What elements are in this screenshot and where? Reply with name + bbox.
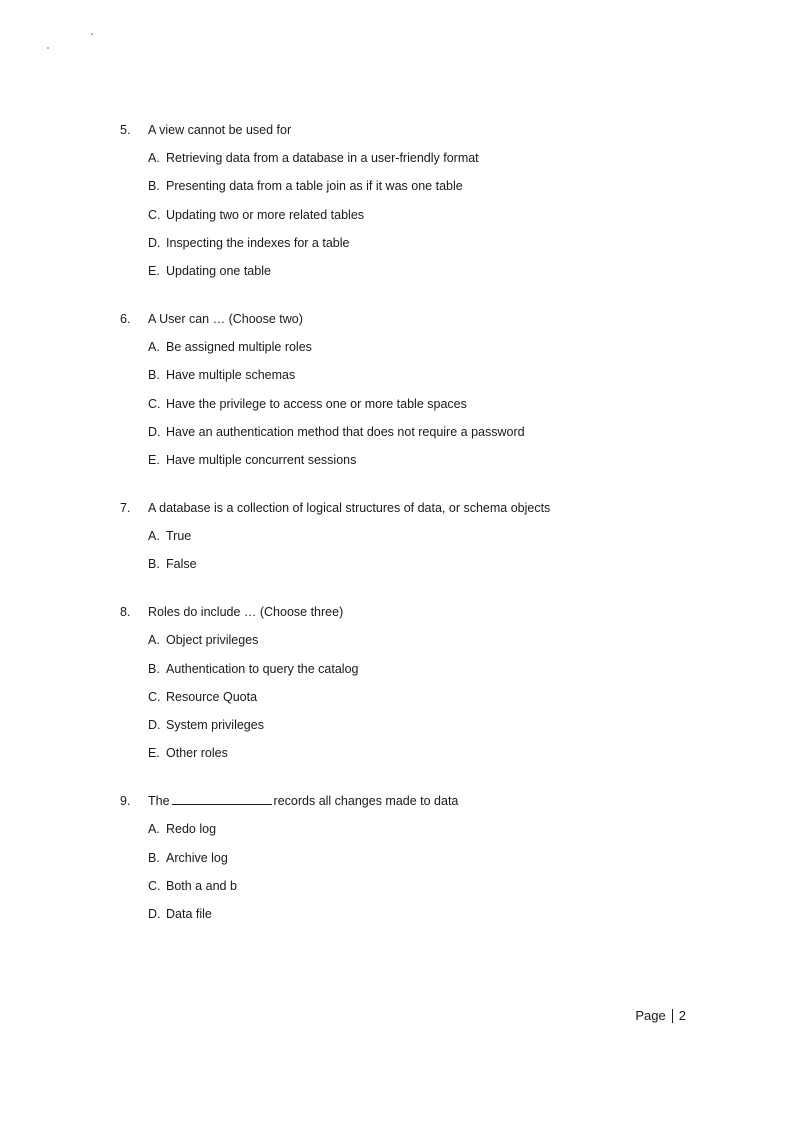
scan-speck bbox=[91, 33, 93, 35]
option-item bbox=[120, 659, 700, 679]
option-text: Updating one table bbox=[166, 263, 271, 278]
option-letter: E. bbox=[148, 746, 160, 761]
option-letter: E. bbox=[148, 263, 160, 278]
option-item bbox=[120, 904, 700, 924]
option-list bbox=[120, 337, 700, 470]
option-letter: A. bbox=[148, 529, 160, 544]
question-9 bbox=[120, 791, 700, 924]
option-item bbox=[120, 205, 700, 225]
question-number: 5. bbox=[120, 123, 131, 137]
option-list bbox=[120, 819, 700, 924]
question-text: A User can … (Choose two) bbox=[148, 311, 303, 326]
option-letter: A. bbox=[148, 822, 160, 837]
footer-separator bbox=[672, 1009, 673, 1023]
option-item bbox=[120, 422, 700, 442]
option-text: Authentication to query the catalog bbox=[166, 661, 359, 676]
question-number: 6. bbox=[120, 311, 131, 326]
option-list bbox=[120, 526, 700, 574]
option-letter: C. bbox=[148, 878, 161, 893]
option-letter: B. bbox=[148, 368, 160, 383]
option-letter: D. bbox=[148, 906, 161, 921]
option-text: Data file bbox=[166, 906, 212, 921]
option-item bbox=[120, 526, 700, 546]
question-text: Roles do include … (Choose three) bbox=[148, 605, 344, 620]
page-number: 2 bbox=[678, 1008, 686, 1023]
option-text: True bbox=[166, 529, 192, 544]
option-text: Retrieving data from a database in a user-friendly format bbox=[166, 151, 479, 166]
option-item bbox=[120, 554, 700, 574]
option-item bbox=[120, 394, 700, 414]
option-text: Be assigned multiple roles bbox=[166, 340, 312, 355]
page-label: Page bbox=[635, 1008, 666, 1023]
option-item bbox=[120, 365, 700, 385]
question-header bbox=[120, 791, 700, 811]
option-item bbox=[120, 450, 700, 470]
option-item bbox=[120, 148, 700, 168]
option-item bbox=[120, 687, 700, 707]
question-7 bbox=[120, 498, 700, 574]
option-text: Have multiple schemas bbox=[166, 368, 296, 383]
question-8 bbox=[120, 602, 700, 763]
option-item bbox=[120, 715, 700, 735]
option-letter: B. bbox=[148, 850, 160, 865]
option-text: Object privileges bbox=[166, 633, 259, 648]
option-letter: C. bbox=[148, 207, 161, 222]
question-text-after: records all changes made to data bbox=[273, 794, 459, 809]
option-text: Archive log bbox=[166, 850, 228, 865]
option-text: System privileges bbox=[166, 718, 264, 732]
option-text: Resource Quota bbox=[166, 689, 258, 704]
question-number: 7. bbox=[120, 500, 131, 515]
option-letter: D. bbox=[148, 424, 161, 439]
option-text: Updating two or more related tables bbox=[166, 207, 365, 222]
option-text: Inspecting the indexes for a table bbox=[166, 235, 350, 250]
question-header bbox=[120, 309, 700, 329]
question-number: 8. bbox=[120, 605, 131, 620]
question-5 bbox=[120, 120, 700, 281]
option-item bbox=[120, 261, 700, 281]
question-6 bbox=[120, 309, 700, 470]
option-list bbox=[120, 148, 700, 281]
option-letter: D. bbox=[148, 235, 161, 250]
question-number: 9. bbox=[120, 794, 131, 809]
question-text bbox=[148, 791, 700, 811]
option-letter: B. bbox=[148, 661, 160, 676]
option-text: Redo log bbox=[166, 822, 217, 837]
fill-in-blank bbox=[172, 792, 272, 805]
option-item bbox=[120, 876, 700, 896]
option-text: False bbox=[166, 557, 197, 572]
question-text-before: The bbox=[148, 794, 170, 809]
question-text: A view cannot be used for bbox=[148, 123, 292, 137]
option-letter: A. bbox=[148, 151, 160, 166]
option-letter: A. bbox=[148, 633, 160, 648]
option-item bbox=[120, 743, 700, 763]
option-item bbox=[120, 819, 700, 839]
question-text: A database is a collection of logical structures of data, or schema objects bbox=[148, 500, 551, 515]
question-list bbox=[120, 120, 700, 952]
option-letter: D. bbox=[148, 718, 161, 732]
option-letter: A. bbox=[148, 340, 160, 355]
option-text: Other roles bbox=[166, 746, 228, 761]
option-item bbox=[120, 337, 700, 357]
option-text: Both a and b bbox=[166, 878, 237, 893]
option-letter: C. bbox=[148, 689, 161, 704]
option-letter: E. bbox=[148, 452, 160, 467]
question-header bbox=[120, 498, 700, 518]
option-text: Have multiple concurrent sessions bbox=[166, 452, 357, 467]
option-letter: B. bbox=[148, 557, 160, 572]
option-item bbox=[120, 233, 700, 253]
option-list bbox=[120, 630, 700, 763]
option-text: Presenting data from a table join as if it was one table bbox=[166, 179, 463, 194]
option-letter: C. bbox=[148, 396, 161, 411]
option-item bbox=[120, 176, 700, 196]
scan-speck bbox=[47, 47, 49, 49]
question-header bbox=[120, 602, 700, 622]
option-item bbox=[120, 630, 700, 650]
question-header bbox=[120, 120, 700, 140]
option-text: Have an authentication method that does not require a password bbox=[166, 424, 525, 439]
option-text: Have the privilege to access one or more table spaces bbox=[166, 396, 467, 411]
option-letter: B. bbox=[148, 179, 160, 194]
option-item bbox=[120, 848, 700, 868]
page-footer bbox=[635, 1006, 686, 1026]
